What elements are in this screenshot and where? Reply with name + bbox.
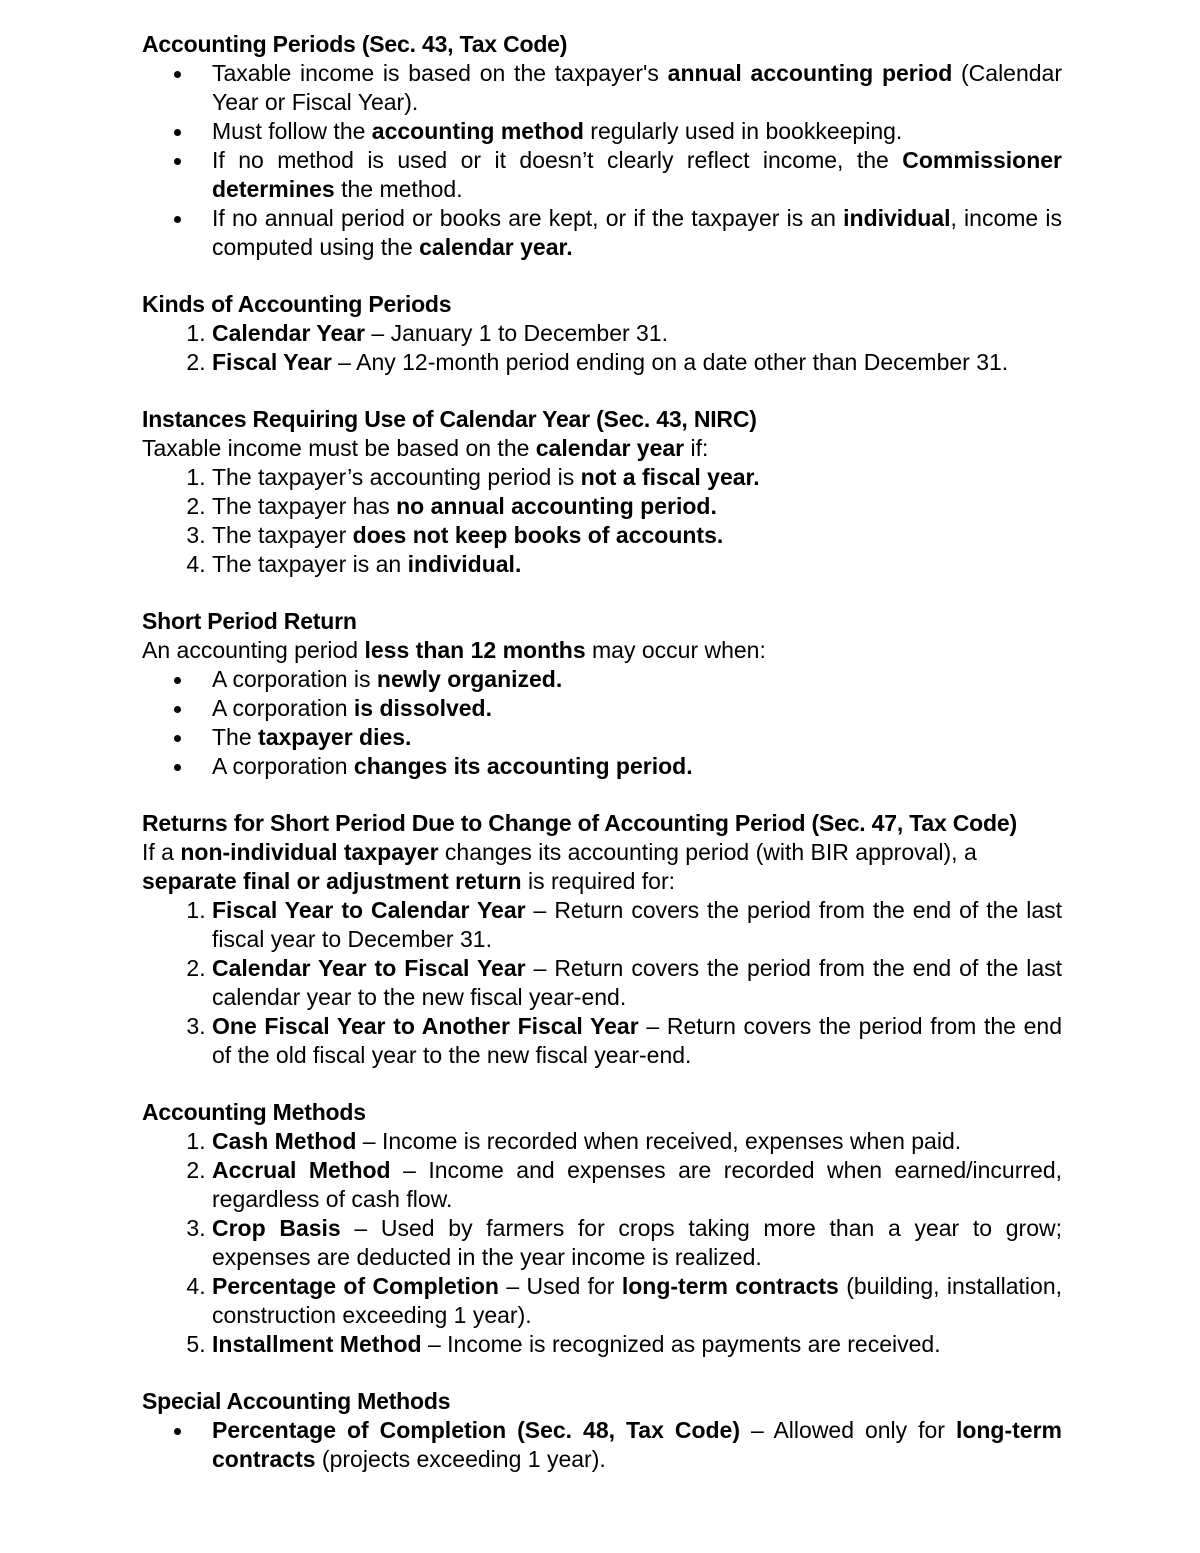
bold-text: is dissolved. xyxy=(353,695,492,721)
document-page xyxy=(142,30,1062,1502)
text-run: if: xyxy=(684,435,709,461)
list-item xyxy=(212,521,1062,550)
bold-text: no annual accounting period. xyxy=(396,493,717,519)
bold-text: calendar year xyxy=(535,435,685,461)
text-run: A corporation xyxy=(212,753,354,779)
section-intro xyxy=(142,434,1062,463)
bold-text: Installment Method xyxy=(212,1331,422,1357)
text-run: may occur when: xyxy=(585,637,766,663)
text-run: – Used for xyxy=(498,1273,622,1299)
text-run: (projects exceeding 1 year). xyxy=(315,1446,606,1472)
text-run: (building, installation, construction exceeding 1 year). xyxy=(212,1273,1063,1328)
text-run: – Return covers the period from the end of the last calendar year to the new fiscal year-end. xyxy=(212,955,1063,1010)
text-run: If no annual period or books are kept, or if the taxpayer is an xyxy=(212,205,844,231)
text-run: , income is computed using the xyxy=(212,205,1062,260)
bold-text: not a fiscal year. xyxy=(580,464,760,490)
numbered-list xyxy=(142,896,1062,1070)
bold-text: taxpayer dies. xyxy=(258,724,412,750)
bold-text: Cash Method xyxy=(212,1128,357,1154)
text-run: Must follow the xyxy=(212,118,372,144)
section xyxy=(142,290,1062,377)
list-item xyxy=(212,694,1062,723)
list-item xyxy=(212,319,1062,348)
bold-text: long-term contracts xyxy=(212,1417,1062,1472)
text-run: An accounting period xyxy=(142,637,365,663)
text-run: The xyxy=(212,724,259,750)
list-item xyxy=(212,1012,1062,1070)
text-run: – Income and expenses are recorded when earned/incurred, regardless of cash flow. xyxy=(212,1157,1062,1212)
text-run: (Calendar Year or Fiscal Year). xyxy=(212,60,1063,115)
text-run: – Any 12-month period ending on a date other than December 31. xyxy=(331,349,1009,375)
bold-text: Crop Basis xyxy=(212,1215,341,1241)
list-item xyxy=(212,1127,1062,1156)
text-run: The taxpayer is an xyxy=(212,551,408,577)
text-run: A corporation xyxy=(212,695,354,721)
section-intro xyxy=(142,636,1062,665)
list-item xyxy=(212,348,1062,377)
bold-text: Accrual Method xyxy=(212,1157,391,1183)
bold-text: less than 12 months xyxy=(364,637,586,663)
text-run: The taxpayer xyxy=(212,522,353,548)
text-run: Taxable income is based on the taxpayer's xyxy=(212,60,668,86)
text-run: The taxpayer’s accounting period is xyxy=(212,464,581,490)
bold-text: One Fiscal Year to Another Fiscal Year xyxy=(212,1013,639,1039)
bold-text: annual accounting period xyxy=(667,60,953,86)
list-item xyxy=(212,117,1062,146)
text-run: – Used by farmers for crops taking more than a year to grow; expenses are deducted in the year income is realized. xyxy=(212,1215,1062,1270)
bold-text: individual. xyxy=(407,551,522,577)
list-item xyxy=(212,1272,1062,1330)
list-item xyxy=(212,954,1062,1012)
section xyxy=(142,30,1062,262)
numbered-list xyxy=(142,1127,1062,1359)
list-item xyxy=(212,204,1062,262)
bold-text: Calendar Year xyxy=(212,320,366,346)
bold-text: accounting method xyxy=(371,118,584,144)
section-heading: Kinds of Accounting Periods xyxy=(142,291,452,317)
text-run: – Return covers the period from the end of the old fiscal year to the new fiscal year-end. xyxy=(212,1013,1063,1068)
section xyxy=(142,809,1062,1070)
section-heading: Instances Requiring Use of Calendar Year (Sec. 43, NIRC) xyxy=(142,406,757,432)
list-item xyxy=(212,550,1062,579)
list-item xyxy=(212,59,1062,117)
bold-text: Commissioner determines xyxy=(212,147,1062,202)
list-item xyxy=(212,1416,1062,1474)
list-item xyxy=(212,896,1062,954)
text-run: If no method is used or it doesn’t clearly reflect income, the xyxy=(212,147,903,173)
text-run: regularly used in bookkeeping. xyxy=(583,118,903,144)
text-run: – Allowed only for xyxy=(740,1417,956,1443)
section-heading: Special Accounting Methods xyxy=(142,1388,451,1414)
bold-text: newly organized. xyxy=(376,666,563,692)
bullet-list xyxy=(142,665,1062,781)
text-run: is required for: xyxy=(521,868,675,894)
bold-text: Percentage of Completion (Sec. 48, Tax Code) xyxy=(212,1417,741,1443)
text-run: – January 1 to December 31. xyxy=(365,320,669,346)
text-run: The taxpayer has xyxy=(212,493,397,519)
bullet-list xyxy=(142,1416,1062,1474)
bold-text: changes its accounting period. xyxy=(353,753,693,779)
list-item xyxy=(212,1330,1062,1359)
text-run: changes its accounting period (with BIR approval), a xyxy=(438,839,977,865)
section-heading: Short Period Return xyxy=(142,608,357,634)
bold-text: long-term contracts xyxy=(621,1273,839,1299)
section-intro xyxy=(142,838,1062,896)
bold-text: individual xyxy=(843,205,951,231)
text-run: If a xyxy=(142,839,181,865)
section-heading: Accounting Methods xyxy=(142,1099,366,1125)
bold-text: does not keep books of accounts. xyxy=(352,522,724,548)
numbered-list xyxy=(142,463,1062,579)
section xyxy=(142,405,1062,579)
bold-text: Calendar Year to Fiscal Year xyxy=(212,955,526,981)
text-run: – Income is recorded when received, expenses when paid. xyxy=(356,1128,962,1154)
section xyxy=(142,607,1062,781)
list-item xyxy=(212,492,1062,521)
bold-text: Percentage of Completion xyxy=(212,1273,499,1299)
numbered-list xyxy=(142,319,1062,377)
list-item xyxy=(212,665,1062,694)
text-run: A corporation is xyxy=(212,666,377,692)
list-item xyxy=(212,146,1062,204)
text-run: Taxable income must be based on the xyxy=(142,435,536,461)
bold-text: Fiscal Year to Calendar Year xyxy=(212,897,526,923)
text-run: – Return covers the period from the end of the last fiscal year to December 31. xyxy=(212,897,1063,952)
bold-text: separate final or adjustment return xyxy=(142,868,522,894)
section-heading: Accounting Periods (Sec. 43, Tax Code) xyxy=(142,31,568,57)
list-item xyxy=(212,1156,1062,1214)
list-item xyxy=(212,723,1062,752)
section-heading: Returns for Short Period Due to Change of Accounting Period (Sec. 47, Tax Code) xyxy=(142,810,1017,836)
text-run: – Income is recognized as payments are received. xyxy=(421,1331,941,1357)
list-item xyxy=(212,463,1062,492)
list-item xyxy=(212,1214,1062,1272)
bold-text: non-individual taxpayer xyxy=(180,839,439,865)
list-item xyxy=(212,752,1062,781)
bold-text: calendar year. xyxy=(419,234,573,260)
text-run: the method. xyxy=(334,176,463,202)
bold-text: Fiscal Year xyxy=(212,349,332,375)
bullet-list xyxy=(142,59,1062,262)
section xyxy=(142,1098,1062,1359)
section xyxy=(142,1387,1062,1474)
